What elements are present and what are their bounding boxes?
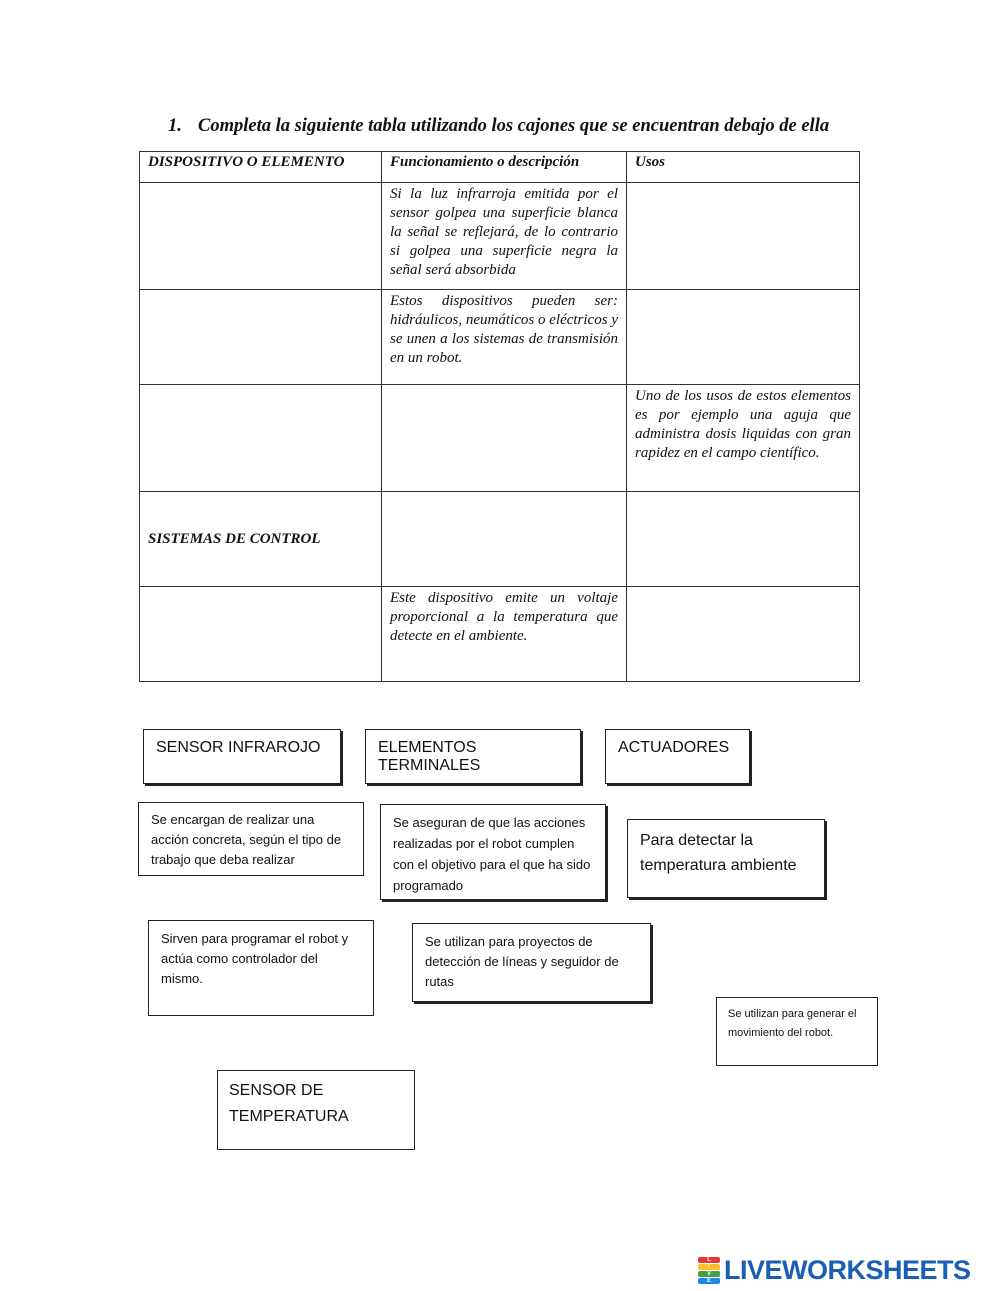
description-cell: Si la luz infrarroja emitida por el sensor golpea una superficie blanca la señal se reflejará, de lo contrario si golpea una superficie negra la señal será absorbida	[382, 183, 627, 290]
table-row	[140, 183, 860, 290]
description-cell: Estos dispositivos pueden ser: hidráulicos, neumáticos o eléctricos y se unen a los sistemas de transmisión en un robot.	[382, 290, 627, 385]
instruction-number: 1.	[168, 116, 182, 136]
drag-box-elementos-terminales[interactable]	[365, 729, 581, 784]
header-dispositivo: DISPOSITIVO O ELEMENTO	[140, 152, 382, 183]
table-row	[140, 290, 860, 385]
drag-box-label: Se utilizan para generar el movimiento del robot.	[728, 1008, 857, 1039]
instruction-text: Completa la siguiente tabla utilizando los cajones que se encuentran debajo de ella	[198, 116, 830, 136]
drag-box-programar-robot[interactable]	[148, 920, 374, 1016]
drop-cell-dispositivo[interactable]	[140, 290, 382, 385]
drag-box-aseguran-acciones[interactable]	[380, 804, 606, 900]
drag-box-generar-movimiento[interactable]	[716, 997, 878, 1066]
instruction-heading	[168, 116, 888, 137]
drag-box-label: ELEMENTOS TERMINALES	[378, 739, 481, 774]
logo-mark-letter: V	[698, 1271, 720, 1277]
header-usos: Usos	[627, 152, 860, 183]
table-row	[140, 587, 860, 682]
drop-cell-dispositivo[interactable]	[140, 183, 382, 290]
table-row	[140, 385, 860, 492]
drag-box-sensor-temperatura[interactable]	[217, 1070, 415, 1150]
logo-mark-letter: L	[698, 1257, 720, 1263]
table-row	[140, 492, 860, 587]
logo-text: LIVEWORKSHEETS	[724, 1254, 971, 1285]
drag-box-label: Para detectar la temperatura ambiente	[640, 832, 797, 874]
drop-cell-usos[interactable]	[627, 587, 860, 682]
header-funcionamiento: Funcionamiento o descripción	[382, 152, 627, 183]
logo-mark-letter: E	[698, 1278, 720, 1284]
drag-box-label: SENSOR DE TEMPERATURA	[229, 1082, 349, 1125]
dispositivo-label-cell: SISTEMAS DE CONTROL	[140, 492, 382, 587]
drag-box-label: Se utilizan para proyectos de detección de líneas y seguidor de rutas	[425, 934, 619, 989]
drag-box-label: Sirven para programar el robot y actúa como controlador del mismo.	[161, 931, 349, 986]
drop-cell-dispositivo[interactable]	[140, 587, 382, 682]
worksheet-table	[139, 151, 860, 682]
drop-cell-usos[interactable]	[627, 290, 860, 385]
drag-box-accion-concreta[interactable]	[138, 802, 364, 876]
drag-box-deteccion-lineas[interactable]	[412, 923, 651, 1002]
drop-cell-usos[interactable]	[627, 492, 860, 587]
drag-box-label: ACTUADORES	[618, 739, 730, 756]
drag-box-label: Se aseguran de que las acciones realizadas por el robot cumplen con el objetivo para el que ha sido programado	[393, 815, 591, 893]
drop-cell-funcionamiento[interactable]	[382, 492, 627, 587]
drag-box-label: SENSOR INFRAROJO	[156, 739, 321, 756]
logo-mark-letter: I	[698, 1264, 720, 1270]
drag-box-detectar-temperatura[interactable]	[627, 819, 825, 898]
liveworksheets-logo	[698, 1255, 971, 1285]
drag-box-sensor-infrarojo[interactable]	[143, 729, 341, 784]
drag-box-actuadores[interactable]	[605, 729, 750, 784]
drag-box-label: Se encargan de realizar una acción concreta, según el tipo de trabajo que deba realizar	[151, 812, 342, 867]
logo-mark-icon	[698, 1257, 720, 1283]
description-cell: Este dispositivo emite un voltaje proporcional a la temperatura que detecte en el ambiente.	[382, 587, 627, 682]
drop-cell-funcionamiento[interactable]	[382, 385, 627, 492]
usos-cell: Uno de los usos de estos elementos es por ejemplo una aguja que administra dosis liquidas con gran rapidez en el campo científico.	[627, 385, 860, 492]
drop-cell-usos[interactable]	[627, 183, 860, 290]
table-header-row	[140, 152, 860, 183]
drop-cell-dispositivo[interactable]	[140, 385, 382, 492]
